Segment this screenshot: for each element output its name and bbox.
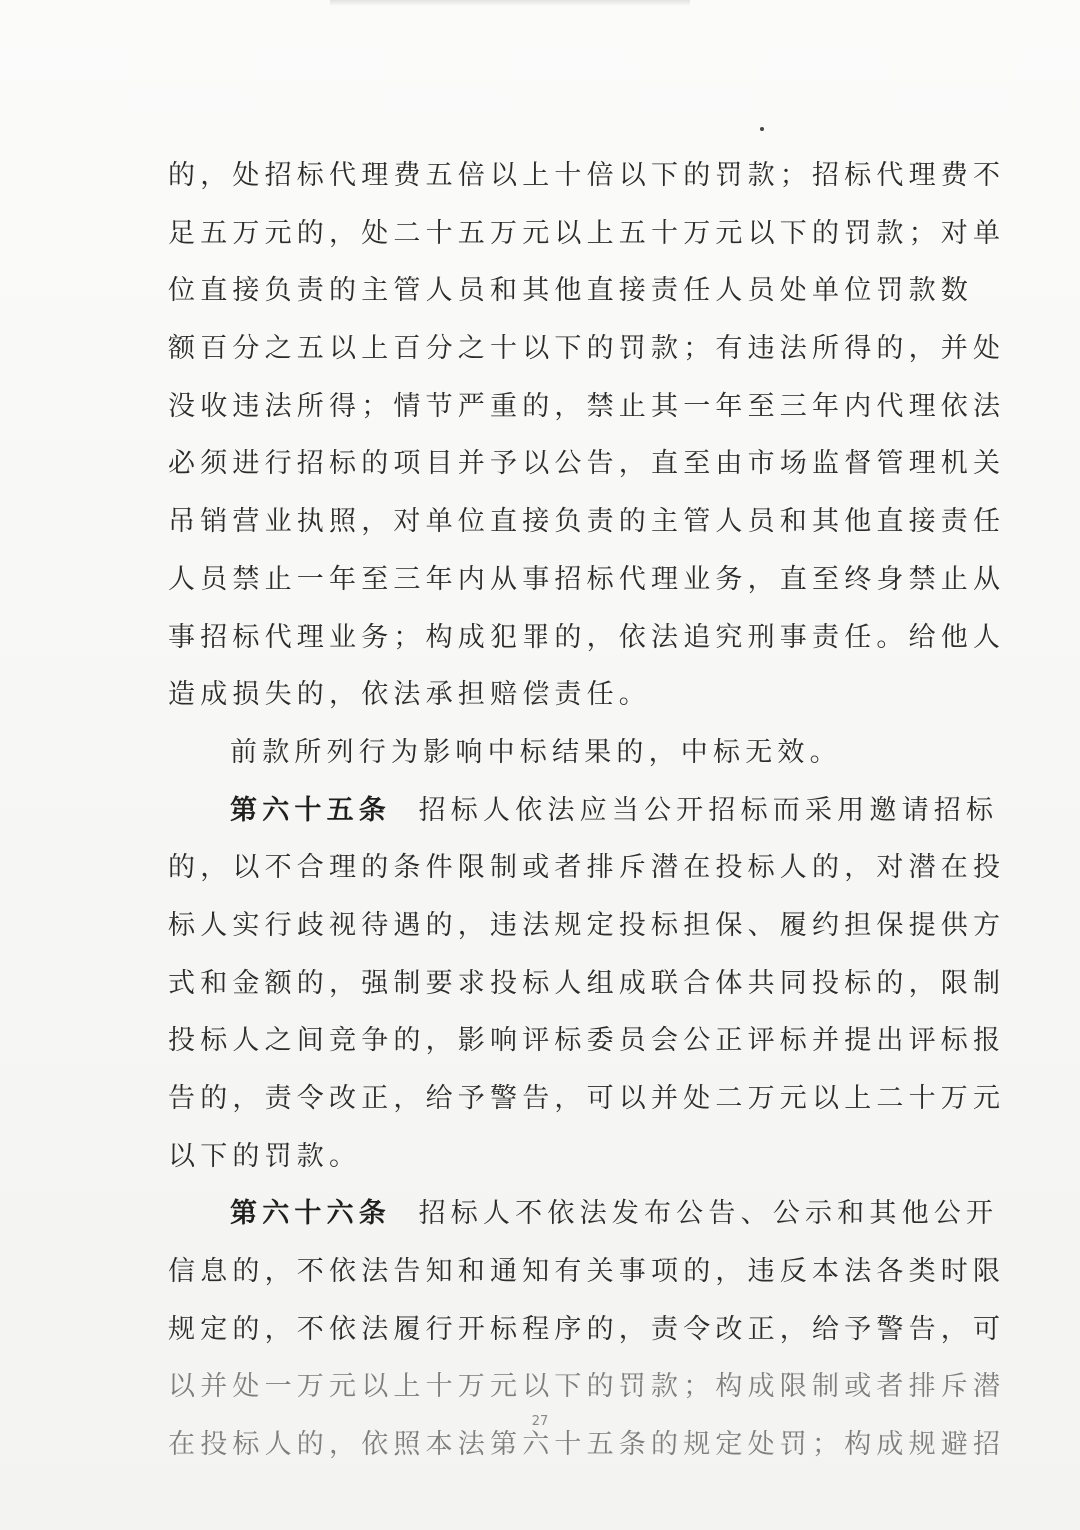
text-line: 足五万元的，处二十五万元以上五十万元以下的罚款；对单: [168, 217, 1006, 249]
text-line: 吊销营业执照，对单位直接负责的主管人员和其他直接责任: [168, 506, 1006, 538]
effect-paragraph: 前款所列行为影响中标结果的，中标无效。: [230, 736, 842, 768]
article-66-heading: 第六十六条: [230, 1198, 391, 1230]
text-line: 投标人之间竞争的，影响评标委员会公正评标并提出评标报: [168, 1025, 1006, 1057]
text-line: 事招标代理业务；构成犯罪的，依法追究刑事责任。给他人: [168, 621, 1006, 653]
text-line: 式和金额的，强制要求投标人组成联合体共同投标的，限制: [168, 967, 1006, 999]
article-65-first-text: 招标人依法应当公开招标而采用邀请招标: [418, 794, 999, 826]
scan-shadow: [330, 0, 690, 6]
text-line: 标人实行歧视待遇的，违法规定投标担保、履约担保提供方: [168, 909, 1006, 941]
text-line: 造成损失的，依法承担赔偿责任。: [168, 679, 651, 711]
text-line: 额百分之五以上百分之十以下的罚款；有违法所得的，并处: [168, 333, 1006, 365]
text-line: 以下的罚款。: [168, 1140, 362, 1172]
text-line: 的，处招标代理费五倍以上十倍以下的罚款；招标代理费不: [168, 160, 1006, 191]
text-line: 以并处一万元以上十万元以下的罚款；构成限制或者排斥潜: [168, 1371, 1006, 1403]
text-line: 在投标人的，依照本法第六十五条的规定处罚；构成规避招: [168, 1429, 1006, 1461]
article-65-first-line: [168, 782, 999, 840]
continued-paragraph: [168, 147, 1006, 1474]
text-line: 位直接负责的主管人员和其他直接责任人员处单位罚款数: [168, 275, 973, 307]
article-66-first-line: [168, 1185, 999, 1243]
scan-speck: [760, 127, 764, 131]
article-66-first-text: 招标人不依法发布公告、公示和其他公开: [418, 1198, 999, 1230]
text-line: 告的，责令改正，给予警告，可以并处二万元以上二十万元: [168, 1083, 1006, 1114]
article-65-heading: 第六十五条: [230, 794, 391, 826]
text-line: 的，以不合理的条件限制或者排斥潜在投标人的，对潜在投: [168, 852, 1006, 884]
text-line: 规定的，不依法履行开标程序的，责令改正，给予警告，可: [168, 1313, 1006, 1345]
text-line: 必须进行招标的项目并予以公告，直至由市场监督管理机关: [168, 448, 1006, 480]
text-line: 没收违法所得；情节严重的，禁止其一年至三年内代理依法: [168, 390, 1006, 422]
text-line: 信息的，不依法告知和通知有关事项的，违反本法各类时限: [168, 1256, 1006, 1288]
text-line: 人员禁止一年至三年内从事招标代理业务，直至终身禁止从: [168, 563, 1006, 595]
page-number: 27: [531, 1414, 549, 1429]
